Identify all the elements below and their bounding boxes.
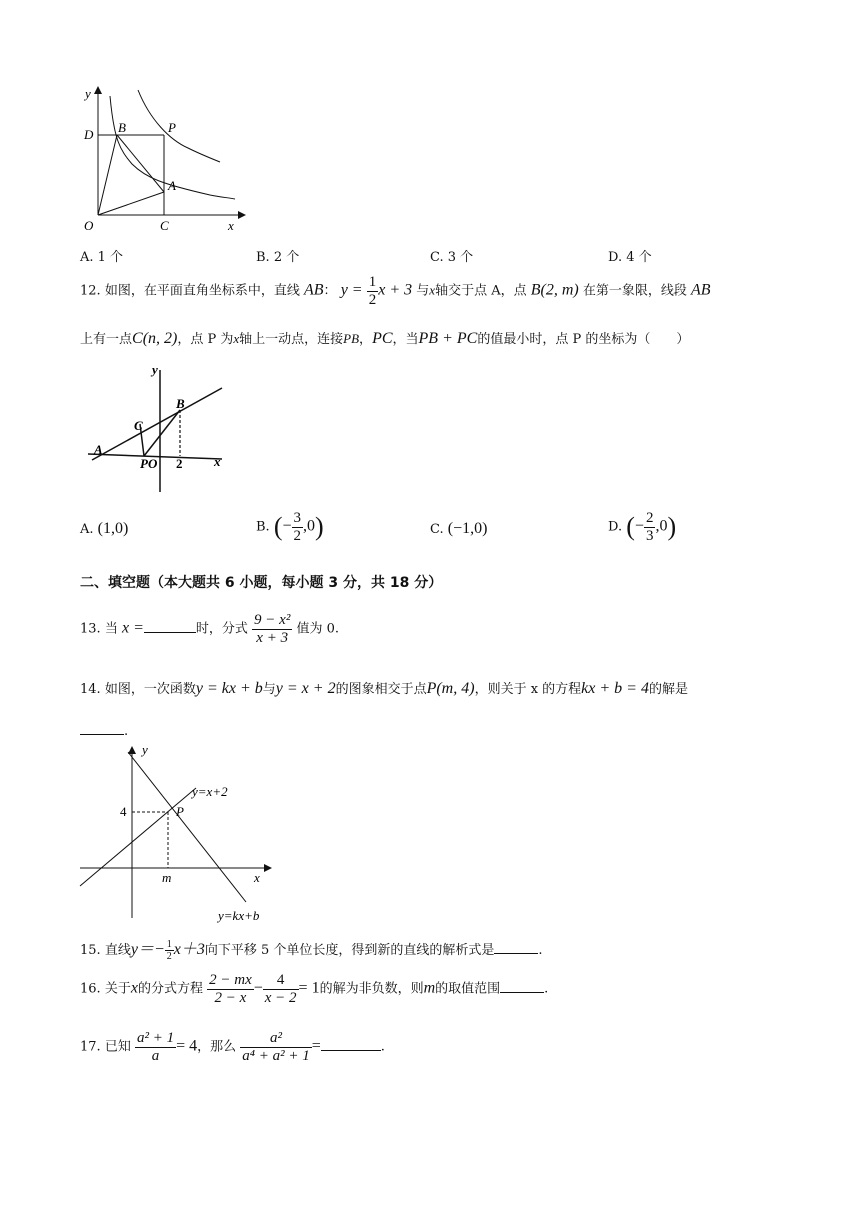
q12-line2: 上有一点C(n, 2)，点 P 为x轴上一动点，连接PB，PC，当PB + PC的值最小时，点 P 的坐标为（ ） (80, 330, 690, 347)
q12-line1: 12. 如图，在平面直角坐标系中，直线 AB： y = $\frac{1}{2}$ x + 3 与x轴交于点 A，点 B(2, m) 在第一象限，线段 AB (80, 274, 711, 308)
q17-answer-blank[interactable] (321, 1038, 381, 1051)
fig12-C-label: C (134, 418, 143, 433)
fig14-x-label: x (254, 870, 260, 885)
q11-option-c: C. 3 个 (430, 250, 474, 265)
fig11-y-label: y (85, 86, 91, 101)
fig11-B-label: B (118, 120, 126, 135)
q16: 16. 关于x的分式方程 $\frac{2 - mx}{2 - x}$ − $\frac{4}{x - 2}$ = 1的解为非负数，则m的取值范围 . (80, 972, 549, 1006)
q12-option-a: A. (1,0) (80, 520, 129, 537)
section-2-heading: 二、填空题（本大题共 6 小题，每小题 3 分，共 18 分） (80, 575, 443, 591)
fig11-D-label: D (84, 127, 94, 142)
fig14-y-label: y (142, 742, 148, 757)
q14-answer-blank[interactable] (80, 722, 124, 735)
fig12-B-label: B (176, 396, 185, 411)
figure-q11 (70, 80, 250, 235)
q13: 13. 当 x = 时，分式 $\frac{\text{9 − x²}}{x + 3}$ 值为 0. (80, 612, 340, 646)
q13-answer-blank[interactable] (144, 620, 196, 633)
fig14-P-label: P (176, 804, 184, 819)
fig14-line2-label: y=kx+b (218, 908, 260, 923)
fig11-x-label: x (228, 218, 234, 233)
fig11-C-label: C (160, 218, 169, 233)
q11-option-b: B. 2 个 (256, 250, 300, 265)
q15-answer-blank[interactable] (494, 941, 538, 954)
q12-option-c: C. (−1,0) (430, 520, 488, 537)
fig11-A-label: A (168, 178, 176, 193)
figure-q14 (74, 740, 284, 925)
q14-answer-line: . (80, 722, 128, 739)
fig14-m-label: m (162, 870, 172, 885)
fig12-y-label: y (152, 362, 158, 377)
q14: 14. 如图，一次函数y = kx + b与y = x + 2的图象相交于点P(m, 4)，则关于 x 的方程kx + b = 4的解是 (80, 680, 688, 697)
fig11-P-label: P (168, 120, 176, 135)
q16-answer-blank[interactable] (500, 980, 544, 993)
q11-option-d: D. 4 个 (608, 250, 652, 265)
fig14-4-label: 4 (120, 804, 127, 819)
fig14-line1-label: y=x+2 (192, 784, 228, 799)
q11-option-a: A. 1 个 (80, 250, 124, 265)
q12-fraction: $\frac{1}{2}$ (368, 274, 377, 308)
fig12-A-label: A (94, 442, 103, 457)
q12-option-b: B. (− $\frac{3}{2}$ ,0) (256, 510, 324, 544)
fig12-2-label: 2 (176, 456, 183, 471)
fig11-O-label: O (84, 218, 94, 233)
q17: 17. 已知 $\frac{\text{a² + 1}}{a}$ = 4，那么 $\frac{\text{a²}}{\text{a⁴ + a² + 1}}$ = . (80, 1030, 385, 1064)
fig12-PO-label: PO (140, 456, 158, 471)
q15: 15. 直线y＝− $\frac{1}{2}$ x＋3向下平移 5 个单位长度，得到新的直线的解析式是 . (80, 939, 543, 962)
figure-q12 (82, 360, 232, 495)
fig12-x-label: x (214, 454, 221, 469)
q12-option-d: D. (− $\frac{2}{3}$ ,0) (608, 510, 677, 544)
